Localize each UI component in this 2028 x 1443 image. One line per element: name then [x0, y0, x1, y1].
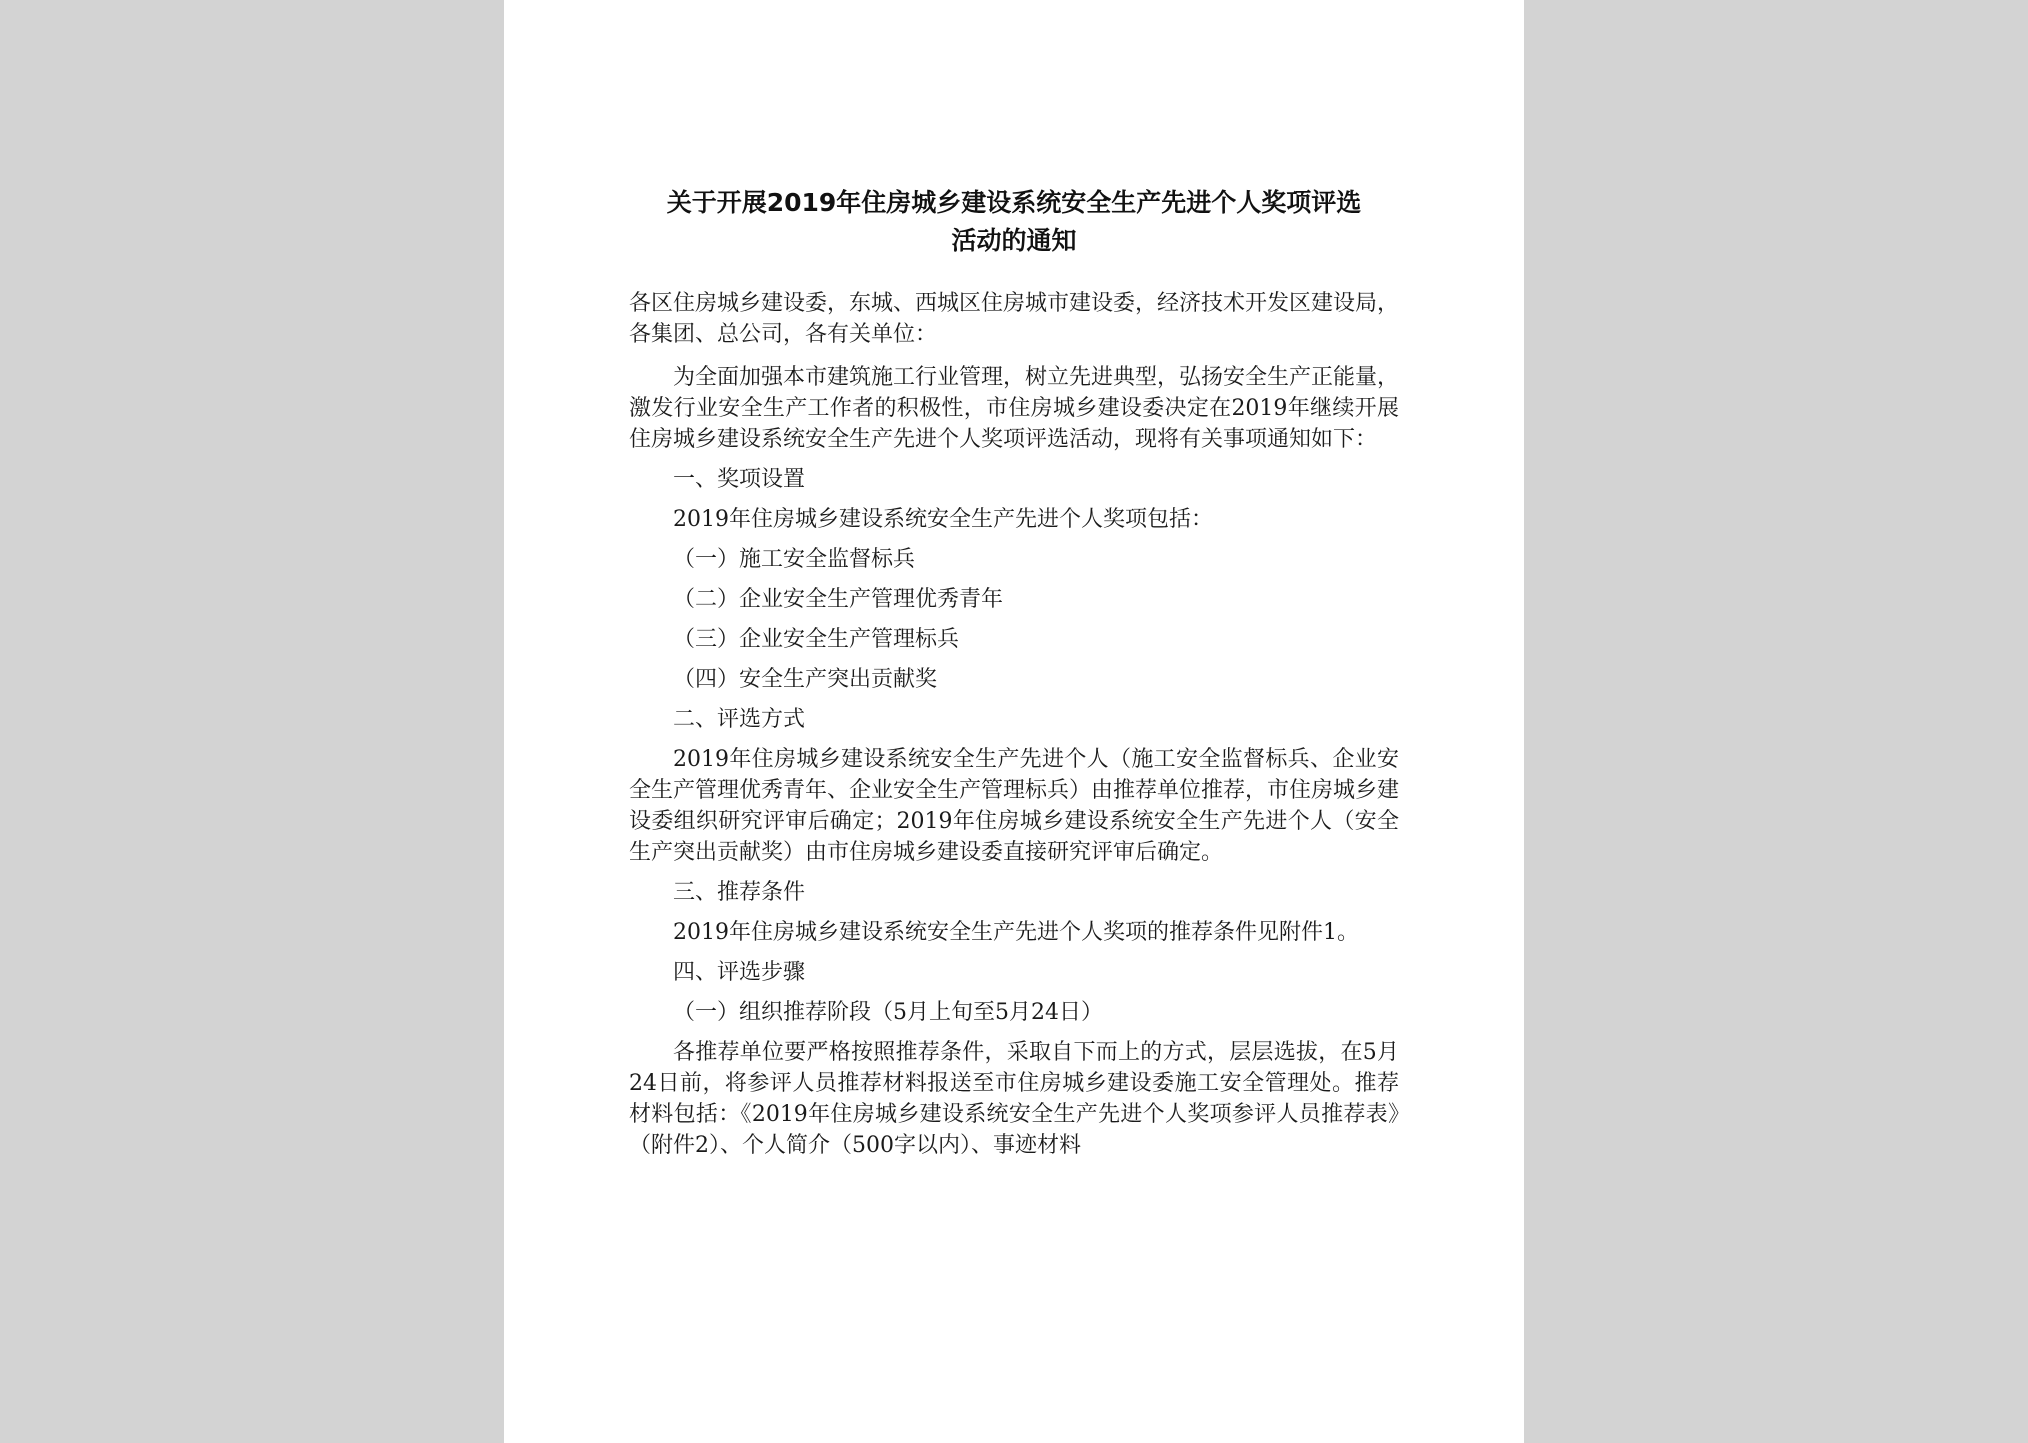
section-4-subheading-1: （一）组织推荐阶段（5月上旬至5月24日）	[673, 1000, 1103, 1025]
document-title	[629, 184, 1399, 260]
section-4-heading: 四、评选步骤	[673, 960, 806, 985]
award-item-2: （二）企业安全生产管理优秀青年	[673, 587, 1004, 612]
salutation: 各区住房城乡建设委，东城、西城区住房城市建设委，经济技术开发区建设局，各集团、总公司，各有关单位：	[629, 291, 1400, 347]
section-2-heading: 二、评选方式	[673, 707, 806, 732]
intro-paragraph: 为全面加强本市建筑施工行业管理，树立先进典型，弘扬安全生产正能量，激发行业安全生产工作者的积极性，市住房城乡建设委决定在2019年继续开展住房城乡建设系统安全生产先进个人奖项评选活动，现将有关事项通知如下：	[629, 365, 1400, 452]
section-2-body: 2019年住房城乡建设系统安全生产先进个人（施工安全监督标兵、企业安全生产管理优秀青年、企业安全生产管理标兵）由推荐单位推荐，市住房城乡建设委组织研究评审后确定；2019年住房城乡建设系统安全生产先进个人（安全生产突出贡献奖）由市住房城乡建设委直接研究评审后确定。	[629, 747, 1400, 865]
award-item-4: （四）安全生产突出贡献奖	[673, 667, 938, 692]
section-3-heading: 三、推荐条件	[673, 880, 806, 905]
title-line-2: 活动的通知	[951, 226, 1077, 255]
document-page	[504, 0, 1524, 1443]
award-item-1: （一）施工安全监督标兵	[673, 547, 916, 572]
section-1-intro: 2019年住房城乡建设系统安全生产先进个人奖项包括：	[673, 507, 1213, 532]
section-4-sub1-body: 各推荐单位要严格按照推荐条件，采取自下而上的方式，层层选拔，在5月24日前，将参评人员推荐材料报送至市住房城乡建设委施工安全管理处。推荐材料包括：《2019年住房城乡建设系统安全生产先进个人奖项参评人员推荐表》（附件2）、个人简介（500字以内）、事迹材料	[629, 1040, 1399, 1158]
section-3-body: 2019年住房城乡建设系统安全生产先进个人奖项的推荐条件见附件1。	[673, 920, 1359, 945]
section-1-heading: 一、奖项设置	[673, 467, 806, 492]
award-item-3: （三）企业安全生产管理标兵	[673, 627, 960, 652]
title-line-1: 关于开展2019年住房城乡建设系统安全生产先进个人奖项评选	[666, 188, 1362, 217]
